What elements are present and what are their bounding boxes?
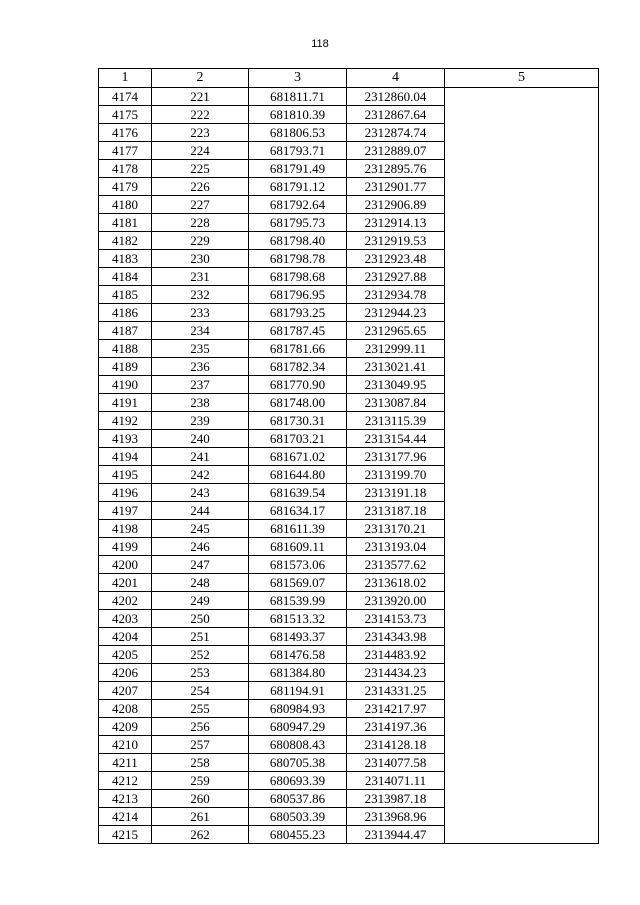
- table-cell-col1: 4196: [99, 484, 152, 502]
- table-cell-col4: 2312867.64: [347, 106, 445, 124]
- table-cell-col2: 245: [152, 520, 249, 538]
- table-cell-col2: 261: [152, 808, 249, 826]
- table-cell-col3: 681770.90: [249, 376, 347, 394]
- table-cell-col2: 233: [152, 304, 249, 322]
- table-cell-col4: 2312999.11: [347, 340, 445, 358]
- table-cell-col3: 680693.39: [249, 772, 347, 790]
- table-cell-col3: 681798.78: [249, 250, 347, 268]
- table-cell-col3: 681634.17: [249, 502, 347, 520]
- table-cell-col4: 2314128.18: [347, 736, 445, 754]
- table-cell-col4: 2312895.76: [347, 160, 445, 178]
- coordinates-table: [98, 68, 599, 844]
- table-cell-col3: 681730.31: [249, 412, 347, 430]
- table-cell-col2: 222: [152, 106, 249, 124]
- table-cell-col2: 254: [152, 682, 249, 700]
- table-cell-col3: 681476.58: [249, 646, 347, 664]
- column-header-1: 1: [99, 69, 152, 88]
- table-cell-col1: 4214: [99, 808, 152, 826]
- table-cell-col2: 223: [152, 124, 249, 142]
- table-cell-col2: 229: [152, 232, 249, 250]
- table-cell-col3: 681795.73: [249, 214, 347, 232]
- table-header: [99, 69, 599, 88]
- table-cell-col2: 225: [152, 160, 249, 178]
- table-cell-col4: 2314153.73: [347, 610, 445, 628]
- table-cell-col3: 681609.11: [249, 538, 347, 556]
- table-cell-col4: 2313154.44: [347, 430, 445, 448]
- table-cell-col3: 681791.12: [249, 178, 347, 196]
- table-cell-col2: 230: [152, 250, 249, 268]
- table-cell-col2: 224: [152, 142, 249, 160]
- table-cell-col1: 4192: [99, 412, 152, 430]
- table-cell-col4: 2312919.53: [347, 232, 445, 250]
- table-cell-col2: 227: [152, 196, 249, 214]
- table-cell-col4: 2313193.04: [347, 538, 445, 556]
- table-cell-col2: 228: [152, 214, 249, 232]
- table-cell-col1: 4205: [99, 646, 152, 664]
- table-cell-col4: 2312914.13: [347, 214, 445, 232]
- table-cell-col2: 221: [152, 88, 249, 106]
- table-cell-col2: 252: [152, 646, 249, 664]
- table-cell-col1: 4195: [99, 466, 152, 484]
- column-header-5: 5: [445, 69, 599, 88]
- table-cell-col4: 2313944.47: [347, 826, 445, 844]
- table-cell-col4: 2313170.21: [347, 520, 445, 538]
- table-cell-col1: 4178: [99, 160, 152, 178]
- table-cell-col1: 4210: [99, 736, 152, 754]
- table-cell-col4: 2314434.23: [347, 664, 445, 682]
- table-cell-col2: 231: [152, 268, 249, 286]
- table-cell-col2: 238: [152, 394, 249, 412]
- table-cell-col4: 2313968.96: [347, 808, 445, 826]
- table-cell-col1: 4189: [99, 358, 152, 376]
- table-cell-col1: 4184: [99, 268, 152, 286]
- header-row: [99, 69, 599, 88]
- table-cell-col4: 2313191.18: [347, 484, 445, 502]
- table-cell-col1: 4176: [99, 124, 152, 142]
- table-cell-col3: 681703.21: [249, 430, 347, 448]
- table-cell-col2: 234: [152, 322, 249, 340]
- table-cell-col4: 2312927.88: [347, 268, 445, 286]
- table-cell-col4: 2313199.70: [347, 466, 445, 484]
- table-cell-col2: 239: [152, 412, 249, 430]
- table-cell-col4: 2313920.00: [347, 592, 445, 610]
- table-cell-col4: 2313021.41: [347, 358, 445, 376]
- table-cell-col1: 4204: [99, 628, 152, 646]
- table-cell-col2: 251: [152, 628, 249, 646]
- table-cell-col3: 680705.38: [249, 754, 347, 772]
- table-cell-col4: 2313618.02: [347, 574, 445, 592]
- table-cell-col1: 4198: [99, 520, 152, 538]
- table-cell-col2: 255: [152, 700, 249, 718]
- table-cell-col1: 4203: [99, 610, 152, 628]
- table-cell-col3: 681787.45: [249, 322, 347, 340]
- table-cell-col4: 2314331.25: [347, 682, 445, 700]
- table-cell-col1: 4207: [99, 682, 152, 700]
- table-cell-col3: 681806.53: [249, 124, 347, 142]
- table-cell-col3: 681798.68: [249, 268, 347, 286]
- table-cell-col1: 4177: [99, 142, 152, 160]
- table-cell-col1: 4206: [99, 664, 152, 682]
- table-cell-col1: 4187: [99, 322, 152, 340]
- page-number: 118: [311, 38, 329, 50]
- table-cell-col3: 681513.32: [249, 610, 347, 628]
- table-cell-col4: 2313187.18: [347, 502, 445, 520]
- table-cell-col3: 680537.86: [249, 790, 347, 808]
- table-cell-col2: 250: [152, 610, 249, 628]
- table-cell-col1: 4175: [99, 106, 152, 124]
- table-cell-col1: 4213: [99, 790, 152, 808]
- table-cell-col1: 4188: [99, 340, 152, 358]
- table-cell-col3: 681782.34: [249, 358, 347, 376]
- table-cell-col1: 4190: [99, 376, 152, 394]
- table-cell-col1: 4181: [99, 214, 152, 232]
- table-cell-col1: 4185: [99, 286, 152, 304]
- table-cell-col2: 240: [152, 430, 249, 448]
- table-cell-col4: 2312901.77: [347, 178, 445, 196]
- table-cell-col1: 4202: [99, 592, 152, 610]
- table-cell-col4: 2314077.58: [347, 754, 445, 772]
- table-cell-col1: 4183: [99, 250, 152, 268]
- table-cell-col3: 681791.49: [249, 160, 347, 178]
- table-cell-col3: 681639.54: [249, 484, 347, 502]
- table-cell-col3: 681384.80: [249, 664, 347, 682]
- table-cell-col3: 680503.39: [249, 808, 347, 826]
- table-cell-col4: 2313087.84: [347, 394, 445, 412]
- table-cell-col1: 4179: [99, 178, 152, 196]
- table-cell-col2: 244: [152, 502, 249, 520]
- table-cell-col2: 253: [152, 664, 249, 682]
- table-cell-col1: 4197: [99, 502, 152, 520]
- table-cell-col4: 2313049.95: [347, 376, 445, 394]
- column-header-2: 2: [152, 69, 249, 88]
- table-cell-col3: 681793.25: [249, 304, 347, 322]
- table-cell-col3: 681798.40: [249, 232, 347, 250]
- table-cell-col4: 2312860.04: [347, 88, 445, 106]
- table-cell-col2: 237: [152, 376, 249, 394]
- table-cell-col1: 4186: [99, 304, 152, 322]
- table-cell-col2: 246: [152, 538, 249, 556]
- table-cell-col3: 680808.43: [249, 736, 347, 754]
- table-cell-col3: 681671.02: [249, 448, 347, 466]
- table-cell-col2: 258: [152, 754, 249, 772]
- table-cell-col2: 259: [152, 772, 249, 790]
- table-cell-col2: 260: [152, 790, 249, 808]
- table-cell-col4: 2312923.48: [347, 250, 445, 268]
- table-cell-col2: 242: [152, 466, 249, 484]
- table-cell-col3: 681796.95: [249, 286, 347, 304]
- table-cell-col3: 681781.66: [249, 340, 347, 358]
- table-cell-col4: 2313577.62: [347, 556, 445, 574]
- table-cell-col4: 2314343.98: [347, 628, 445, 646]
- table-cell-col1: 4174: [99, 88, 152, 106]
- table-cell-col4: 2314197.36: [347, 718, 445, 736]
- table-cell-col4: 2312944.23: [347, 304, 445, 322]
- table-cell-col3: 681493.37: [249, 628, 347, 646]
- table-cell-col2: 232: [152, 286, 249, 304]
- table-cell-col2: 236: [152, 358, 249, 376]
- table-body: [99, 88, 599, 844]
- table-cell-col4: 2312889.07: [347, 142, 445, 160]
- table-cell-col2: 262: [152, 826, 249, 844]
- table-cell-col4: 2313115.39: [347, 412, 445, 430]
- table-cell-col4: 2314217.97: [347, 700, 445, 718]
- table-row: [99, 88, 599, 106]
- table-cell-col3: 681748.00: [249, 394, 347, 412]
- table-cell-col2: 256: [152, 718, 249, 736]
- table-cell-col2: 235: [152, 340, 249, 358]
- table-cell-col3: 681811.71: [249, 88, 347, 106]
- table-cell-col3: 680984.93: [249, 700, 347, 718]
- table-cell-col1: 4194: [99, 448, 152, 466]
- table-cell-col4: 2312874.74: [347, 124, 445, 142]
- table-cell-col3: 681569.07: [249, 574, 347, 592]
- table-cell-col2: 247: [152, 556, 249, 574]
- table-cell-col2: 249: [152, 592, 249, 610]
- column-header-3: 3: [249, 69, 347, 88]
- table-cell-col4: 2312906.89: [347, 196, 445, 214]
- table-cell-col1: 4208: [99, 700, 152, 718]
- table-cell-col1: 4191: [99, 394, 152, 412]
- table-cell-col3: 681644.80: [249, 466, 347, 484]
- table-cell-col1: 4193: [99, 430, 152, 448]
- table-cell-col2: 243: [152, 484, 249, 502]
- table-cell-col1: 4182: [99, 232, 152, 250]
- table-cell-col1: 4201: [99, 574, 152, 592]
- table-cell-col3: 681611.39: [249, 520, 347, 538]
- table-cell-col1: 4211: [99, 754, 152, 772]
- column-header-4: 4: [347, 69, 445, 88]
- table-cell-col2: 241: [152, 448, 249, 466]
- table-cell-col3: 680455.23: [249, 826, 347, 844]
- table-cell-col1: 4209: [99, 718, 152, 736]
- table-cell-col2: 257: [152, 736, 249, 754]
- table-cell-col4: 2314071.11: [347, 772, 445, 790]
- table-cell-col4: 2312965.65: [347, 322, 445, 340]
- table-cell-col4: 2313177.96: [347, 448, 445, 466]
- table-cell-col1: 4212: [99, 772, 152, 790]
- table-cell-col4: 2312934.78: [347, 286, 445, 304]
- table-cell-col1: 4200: [99, 556, 152, 574]
- table-cell-col3: 681810.39: [249, 106, 347, 124]
- table-cell-col4: 2314483.92: [347, 646, 445, 664]
- table-cell-col3: 681573.06: [249, 556, 347, 574]
- table-cell-col2: 226: [152, 178, 249, 196]
- table-cell-col3: 681194.91: [249, 682, 347, 700]
- table-cell-col2: 248: [152, 574, 249, 592]
- table-cell-col3: 681792.64: [249, 196, 347, 214]
- table-cell-col1: 4199: [99, 538, 152, 556]
- table-cell-col3: 680947.29: [249, 718, 347, 736]
- table-cell-col1: 4180: [99, 196, 152, 214]
- table-cell-col3: 681793.71: [249, 142, 347, 160]
- table-cell-col3: 681539.99: [249, 592, 347, 610]
- table-cell-col5: [445, 88, 599, 844]
- table-cell-col1: 4215: [99, 826, 152, 844]
- table-cell-col4: 2313987.18: [347, 790, 445, 808]
